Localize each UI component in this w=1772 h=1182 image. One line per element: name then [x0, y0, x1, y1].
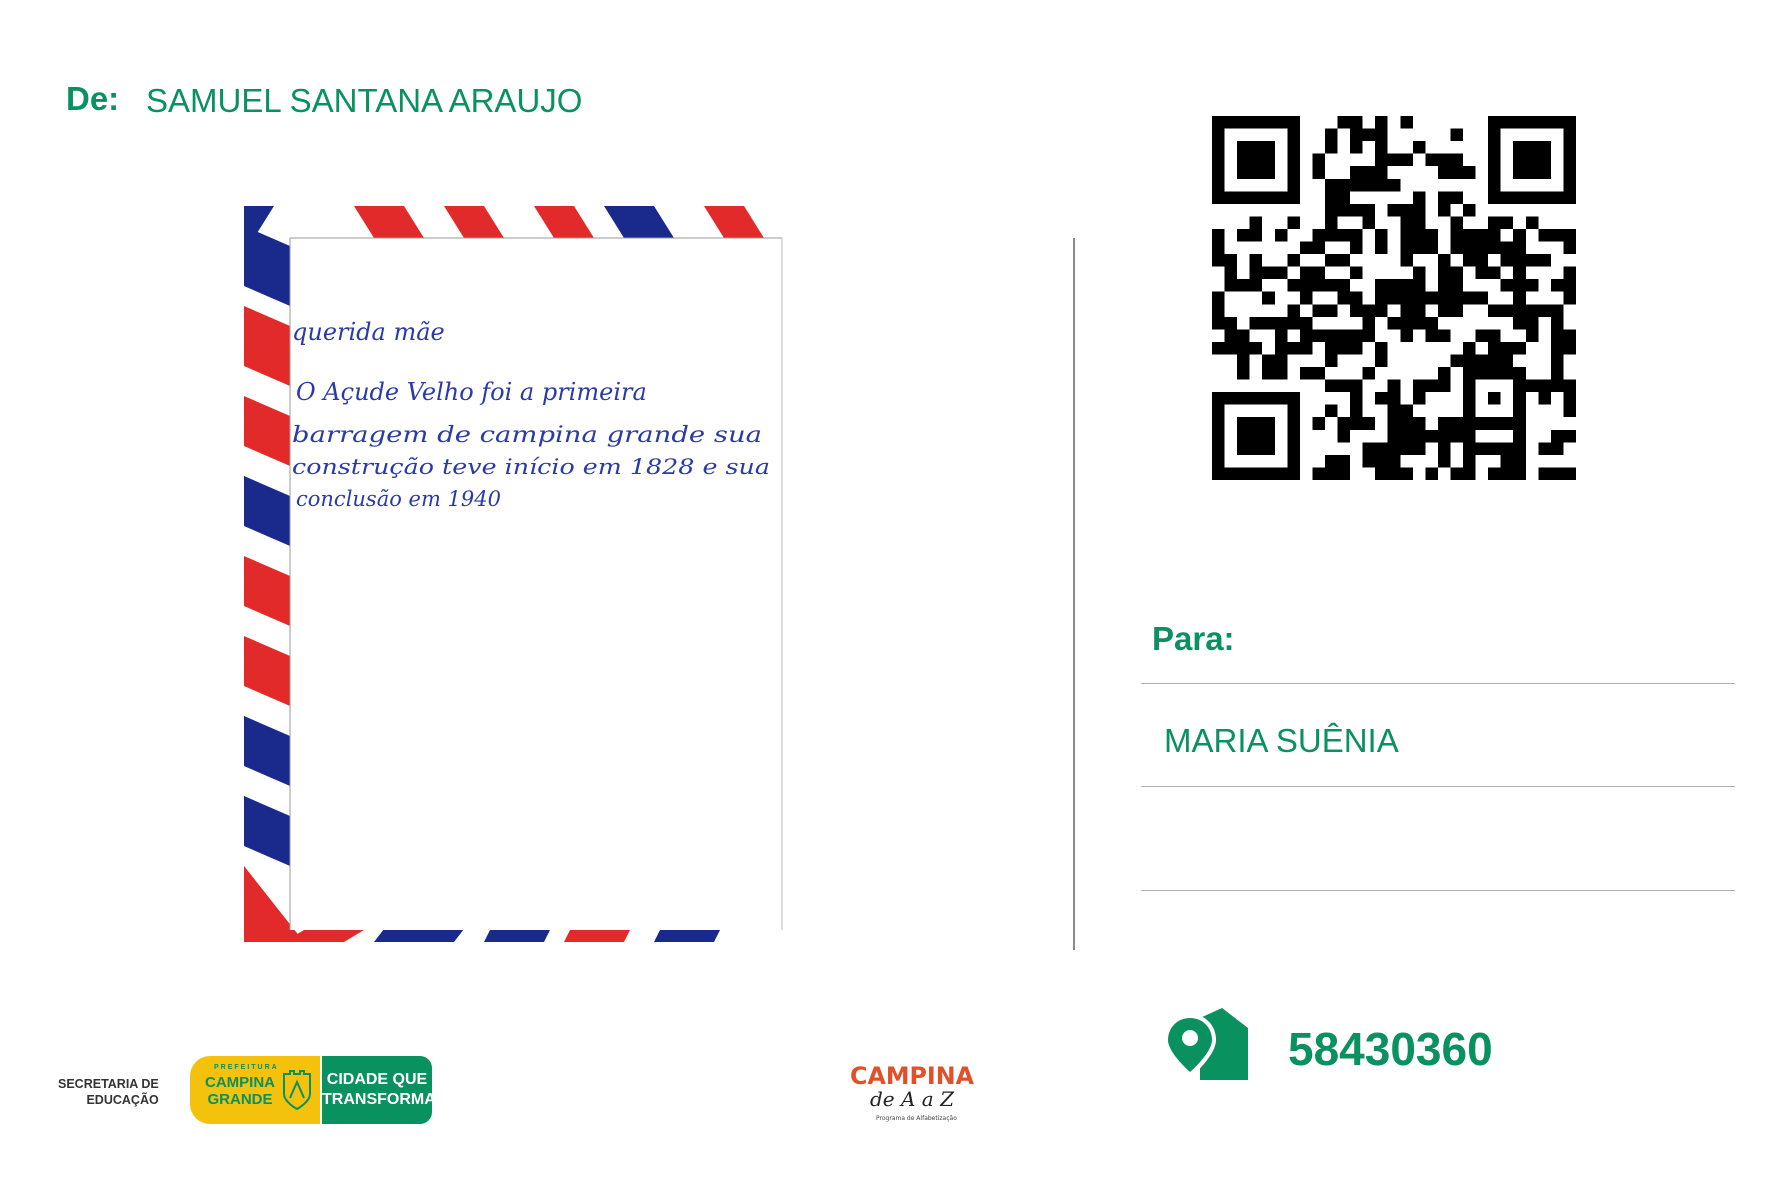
- qr-code: [1212, 116, 1576, 480]
- letter-line: barragem de campina grande sua: [292, 423, 762, 448]
- to-label: Para:: [1152, 620, 1235, 657]
- secretaria-line: EDUCAÇÃO: [86, 1093, 159, 1107]
- address-line: [1141, 890, 1735, 891]
- program-caption: Programa de Alfabetização: [876, 1115, 957, 1122]
- letter-line: conclusão em 1940: [296, 487, 502, 511]
- letter-line: construção teve início em 1828 e sua: [292, 455, 770, 479]
- prefeitura-line: CAMPINA: [205, 1074, 275, 1091]
- handwritten-letter: [244, 206, 788, 942]
- airmail-border: [244, 206, 788, 942]
- program-subtitle: de A a Z: [870, 1087, 954, 1111]
- top-stripes: [244, 206, 764, 238]
- slogan-line: CIDADE QUE: [326, 1071, 428, 1088]
- bottom-stripes: [244, 866, 724, 942]
- letter-text: [292, 318, 770, 511]
- from-label: De:: [66, 80, 120, 117]
- vertical-divider: [1073, 238, 1075, 950]
- postal-code: 58430360: [1288, 1023, 1493, 1075]
- letter-line: O Açude Velho foi a primeira: [296, 378, 647, 406]
- address-line: [1141, 683, 1735, 684]
- slogan-line: TRANSFORMA: [322, 1091, 436, 1108]
- program-title: CAMPINA: [850, 1062, 975, 1090]
- left-stripes: [244, 226, 290, 866]
- letter-line: querida mãe: [292, 318, 445, 346]
- prefeitura-small-text: PREFEITURA: [214, 1064, 279, 1071]
- city-crest-icon: [282, 1070, 312, 1110]
- campina-de-a-a-z-logo: [850, 1060, 978, 1126]
- address-line: [1141, 786, 1735, 787]
- slogan-badge: [322, 1056, 436, 1124]
- prefeitura-line: GRANDE: [207, 1091, 273, 1108]
- from-name: SAMUEL SANTANA ARAUJO: [146, 82, 583, 119]
- location-house-icon: [1160, 1008, 1252, 1080]
- to-name: MARIA SUÊNIA: [1164, 722, 1399, 759]
- secretaria-line: SECRETARIA DE: [58, 1077, 159, 1091]
- prefeitura-name: [202, 1074, 278, 1108]
- secretaria-educacao-logo: [58, 1076, 159, 1108]
- prefeitura-logo: [190, 1056, 320, 1124]
